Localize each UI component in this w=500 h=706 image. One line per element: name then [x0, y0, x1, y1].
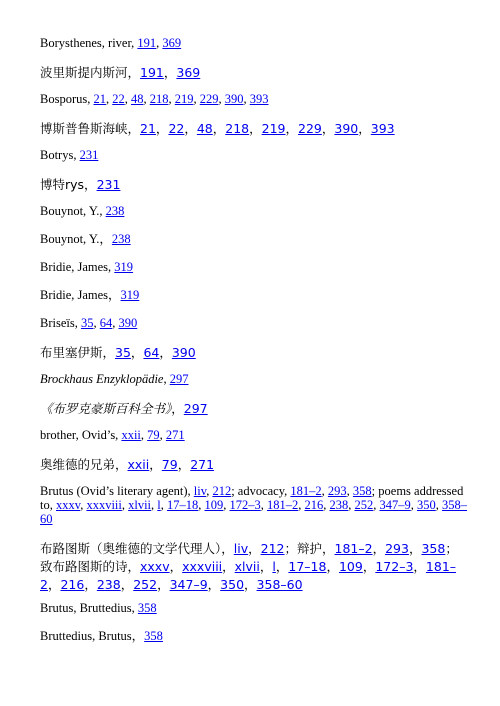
- entry-text: ,: [323, 498, 330, 512]
- page-ref-link[interactable]: liv: [233, 541, 249, 556]
- entry-text: ,: [243, 92, 250, 106]
- page-ref-link[interactable]: 181–2: [40, 559, 457, 592]
- page-ref-link[interactable]: 22: [168, 121, 185, 136]
- index-entry: [40, 316, 468, 330]
- page-ref-link[interactable]: 17–18: [167, 498, 199, 512]
- entry-term: Bouynot, Y.,: [40, 204, 106, 218]
- page-ref-link[interactable]: 358–60: [256, 577, 303, 592]
- page-ref-link[interactable]: 358: [421, 541, 446, 556]
- entry-text: ,: [321, 484, 328, 498]
- page-ref-link[interactable]: 238: [111, 232, 131, 246]
- entry-text: ,: [163, 372, 170, 386]
- page-ref-link[interactable]: 22: [112, 92, 125, 106]
- page-ref-link[interactable]: 319: [114, 260, 134, 274]
- entry-text: ，: [362, 559, 376, 574]
- entry-text: ,: [218, 92, 225, 106]
- page-ref-link[interactable]: 48: [196, 121, 213, 136]
- page-ref-link[interactable]: 109: [338, 559, 363, 574]
- entry-text: ,: [112, 316, 119, 330]
- page-ref-link[interactable]: 219: [261, 121, 286, 136]
- entry-term: brother, Ovid’s,: [40, 428, 122, 442]
- entry-text: ，: [184, 121, 197, 136]
- entry-term: Brutus, Bruttedius,: [40, 601, 138, 615]
- page-ref-link[interactable]: 181–2: [334, 541, 373, 556]
- entry-text: ，: [130, 345, 144, 360]
- page-ref-link[interactable]: 219: [174, 92, 194, 106]
- entry-text: ；辩护，: [284, 541, 335, 556]
- page-ref-link[interactable]: 297: [169, 372, 189, 386]
- entry-term: 博特rys，: [40, 177, 97, 192]
- entry-text: ; poems addressed to,: [40, 484, 464, 512]
- page-ref-link[interactable]: 181–2: [267, 498, 299, 512]
- index-entry: [40, 92, 468, 106]
- entry-text: ，: [120, 577, 134, 592]
- entry-text: ，: [372, 541, 386, 556]
- page-ref-link[interactable]: 35: [115, 345, 131, 360]
- page-ref-link[interactable]: xlvii: [234, 559, 260, 574]
- entry-text: ，: [163, 65, 177, 80]
- entry-text: ,: [198, 498, 205, 512]
- index-entry: [40, 148, 468, 162]
- index-entry: [40, 232, 468, 246]
- page-ref-link[interactable]: 79: [161, 457, 178, 472]
- entry-text: ; advocacy,: [231, 484, 291, 498]
- index-entry: [40, 428, 468, 442]
- page-ref-link[interactable]: 369: [176, 65, 201, 80]
- page-ref-link[interactable]: 271: [190, 457, 215, 472]
- page-ref-link[interactable]: 252: [133, 577, 158, 592]
- page-ref-link[interactable]: 293: [385, 541, 409, 556]
- entry-text: Brutus (Ovid’s literary agent),: [40, 484, 194, 498]
- entry-text: ,: [160, 498, 168, 512]
- index-entry: [40, 629, 468, 643]
- entry-term: Bouynot, Y.，: [40, 232, 112, 246]
- page-ref-link[interactable]: 238: [105, 204, 125, 218]
- entry-text: ,: [298, 498, 305, 512]
- page-ref-link[interactable]: 350: [417, 498, 436, 512]
- entry-term: 博斯普鲁斯海峡，: [40, 121, 141, 136]
- entry-text: ,: [346, 484, 353, 498]
- entry-term: Bruttedius, Brutus，: [40, 629, 145, 643]
- entry-text: ,: [151, 498, 158, 512]
- page-ref-link[interactable]: 212: [212, 484, 232, 498]
- entry-text: ,: [435, 498, 443, 512]
- entry-text: ，: [321, 121, 335, 136]
- page-ref-link[interactable]: 172–3: [375, 559, 414, 574]
- index-entry: [40, 540, 468, 594]
- page-ref-link[interactable]: 297: [183, 401, 208, 416]
- entry-text: ,: [206, 484, 213, 498]
- entry-term: 《布罗克豪斯百科全书》: [40, 401, 172, 416]
- entry-text: 布路图斯（奥维德的文学代理人），: [40, 541, 234, 556]
- page-ref-link[interactable]: liv: [193, 484, 207, 498]
- entry-text: ，: [413, 559, 426, 574]
- entry-term: Briseïs,: [40, 316, 81, 330]
- page-ref-link[interactable]: 64: [143, 345, 160, 360]
- entry-text: ,: [168, 92, 175, 106]
- page-ref-link[interactable]: 238: [96, 577, 121, 592]
- entry-text: ，: [408, 541, 422, 556]
- page-ref-link[interactable]: 390: [334, 121, 359, 136]
- entry-text: ，: [249, 121, 262, 136]
- page-ref-link[interactable]: 390: [224, 92, 244, 106]
- page-ref-link[interactable]: xxii: [121, 428, 141, 442]
- page-ref-link[interactable]: 358: [144, 629, 163, 643]
- entry-text: ,: [193, 92, 200, 106]
- entry-text: ,: [410, 498, 418, 512]
- entry-text: ，: [358, 121, 371, 136]
- entry-text: ，: [169, 559, 183, 574]
- page-ref-link[interactable]: 347–9: [169, 577, 208, 592]
- page-ref-link[interactable]: 191: [140, 65, 164, 80]
- entry-text: ，: [259, 559, 273, 574]
- page-ref-link[interactable]: 21: [93, 92, 106, 106]
- page-ref-link[interactable]: 238: [329, 498, 349, 512]
- page-ref-link[interactable]: 358: [137, 601, 157, 615]
- page-ref-link[interactable]: 109: [204, 498, 224, 512]
- index-entry: [40, 344, 468, 362]
- page-ref-link[interactable]: 218: [225, 121, 250, 136]
- index-entry: [40, 601, 468, 615]
- entry-term: 波里斯提内斯河，: [40, 65, 141, 80]
- entry-text: ，: [47, 577, 61, 592]
- entry-text: ，: [207, 577, 221, 592]
- page-ref-link[interactable]: 212: [260, 541, 285, 556]
- entry-text: ，: [285, 121, 299, 136]
- entry-term: 布里塞伊斯，: [40, 345, 116, 360]
- page-ref-link[interactable]: xxxv: [140, 559, 170, 574]
- entry-text: ,: [373, 498, 380, 512]
- page-ref-link[interactable]: 358–60: [40, 498, 468, 526]
- entry-text: ，: [212, 121, 226, 136]
- page-ref-link[interactable]: 229: [199, 92, 219, 106]
- page-ref-link[interactable]: 293: [327, 484, 347, 498]
- page-ref-link[interactable]: 390: [171, 345, 196, 360]
- entry-term: Bosporus,: [40, 92, 94, 106]
- entry-text: ，: [159, 345, 172, 360]
- index-entry: [40, 36, 468, 50]
- page-ref-link[interactable]: 231: [96, 177, 121, 192]
- page-ref-link[interactable]: l: [272, 559, 276, 574]
- index-entry: [40, 372, 468, 386]
- entry-text: ,: [156, 36, 163, 50]
- entry-text: ，: [155, 121, 169, 136]
- entry-text: ,: [140, 428, 148, 442]
- entry-term: Brockhaus Enzyklopädie: [40, 372, 164, 386]
- page-ref-link[interactable]: 216: [304, 498, 324, 512]
- entry-term: Borysthenes, river,: [40, 36, 138, 50]
- page-ref-link[interactable]: 271: [165, 428, 185, 442]
- index-entry: [40, 260, 468, 274]
- index-entry: [40, 64, 468, 82]
- page-ref-link[interactable]: 216: [60, 577, 85, 592]
- entry-text: ，: [275, 559, 289, 574]
- index-entry: [40, 288, 468, 302]
- entry-term: Botrys,: [40, 148, 80, 162]
- entry-text: ，: [157, 577, 170, 592]
- page-ref-link[interactable]: 390: [118, 316, 138, 330]
- page-ref-link[interactable]: 393: [249, 92, 269, 106]
- entry-text: ,: [260, 498, 268, 512]
- page-ref-link[interactable]: 350: [220, 577, 245, 592]
- page-ref-link[interactable]: 48: [130, 92, 144, 106]
- page-ref-link[interactable]: 252: [354, 498, 374, 512]
- page-ref-link[interactable]: 17–18: [288, 559, 327, 574]
- page-ref-link[interactable]: 191: [137, 36, 157, 50]
- entry-text: ,: [80, 498, 87, 512]
- entry-term: 奥维德的兄弟，: [40, 457, 128, 472]
- page-ref-link[interactable]: 172–3: [229, 498, 261, 512]
- entry-term: Bridie, James，: [40, 288, 121, 302]
- page-ref-link[interactable]: 369: [162, 36, 182, 50]
- page-ref-link[interactable]: xxxviii: [86, 498, 122, 512]
- page-ref-link[interactable]: 79: [147, 428, 160, 442]
- entry-text: ,: [223, 498, 230, 512]
- entry-text: ，: [149, 457, 162, 472]
- entry-text: ，: [222, 559, 235, 574]
- index-entry: [40, 176, 468, 194]
- entry-text: ,: [105, 92, 113, 106]
- page-ref-link[interactable]: 218: [149, 92, 169, 106]
- entry-text: ,: [143, 92, 150, 106]
- index-entry: [40, 120, 468, 138]
- page-ref-link[interactable]: 358: [352, 484, 372, 498]
- page-ref-link[interactable]: l: [157, 498, 161, 512]
- entry-text: ,: [93, 316, 100, 330]
- index-entry: [40, 456, 468, 474]
- entry-text: ，: [84, 577, 97, 592]
- index-entry: [40, 204, 468, 218]
- index-entry: [40, 484, 468, 526]
- entry-text: ，: [326, 559, 339, 574]
- page-ref-link[interactable]: 21: [140, 121, 156, 136]
- page-ref-link[interactable]: 231: [79, 148, 99, 162]
- page-ref-link[interactable]: 181–2: [290, 484, 322, 498]
- entry-text: ；致布路图斯的诗，: [40, 541, 458, 574]
- page-ref-link[interactable]: 393: [370, 121, 395, 136]
- index-entry: [40, 400, 468, 418]
- entry-text: ,: [159, 428, 166, 442]
- page-ref-link[interactable]: xxii: [127, 457, 150, 472]
- entry-text: ，: [244, 577, 257, 592]
- page-ref-link[interactable]: xlvii: [128, 498, 152, 512]
- page-ref-link[interactable]: 35: [80, 316, 94, 330]
- entry-text: ,: [121, 498, 129, 512]
- page-ref-link[interactable]: xxxv: [55, 498, 81, 512]
- entry-text: ,: [124, 92, 131, 106]
- page-ref-link[interactable]: 64: [99, 316, 113, 330]
- page-ref-link[interactable]: 319: [120, 288, 140, 302]
- page-ref-link[interactable]: 347–9: [379, 498, 411, 512]
- page-ref-link[interactable]: 229: [298, 121, 322, 136]
- entry-text: ，: [171, 401, 184, 416]
- entry-text: ，: [177, 457, 191, 472]
- entry-text: ，: [248, 541, 261, 556]
- entry-term: Bridie, James,: [40, 260, 115, 274]
- entry-text: ,: [348, 498, 355, 512]
- page-ref-link[interactable]: xxxviii: [182, 559, 223, 574]
